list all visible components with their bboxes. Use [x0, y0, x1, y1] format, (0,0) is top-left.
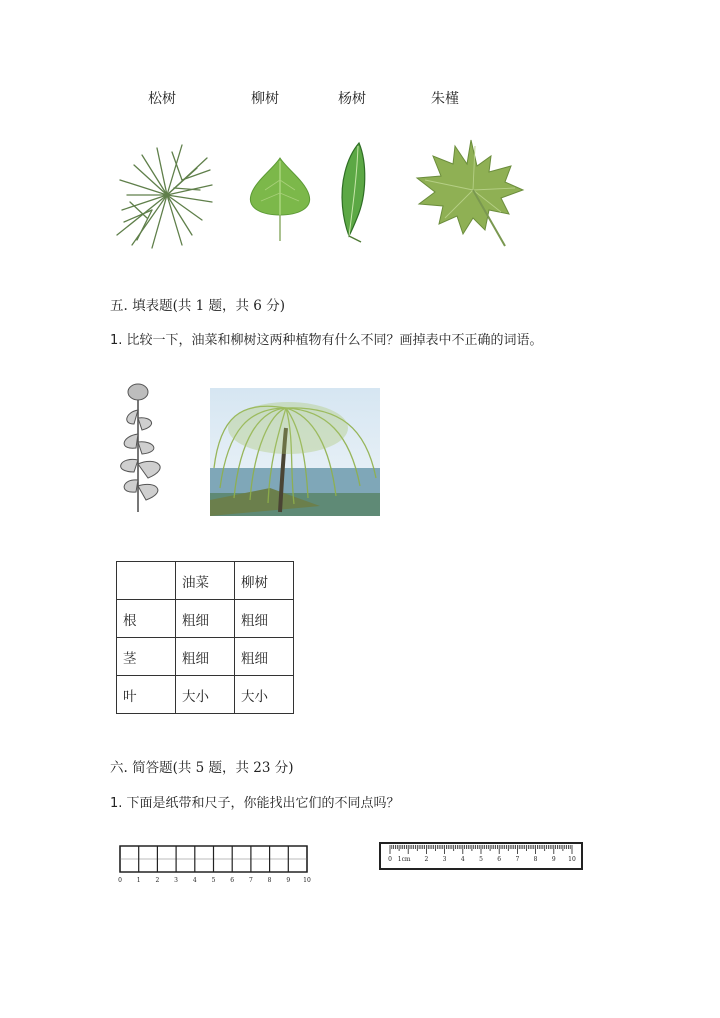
table-row-label: 茎	[117, 638, 176, 676]
ruler-tick-label: 1cm	[397, 856, 411, 863]
leaf-label-willow: 柳树	[251, 91, 279, 107]
ruler-tick-label: 5	[479, 856, 483, 863]
ruler-tick-label: 2	[424, 856, 429, 863]
willow-tree-photo	[210, 388, 380, 516]
paper-strip-tick-label: 5	[211, 877, 216, 884]
ruler-tick-label: 0	[388, 856, 392, 863]
table-header-cell	[117, 562, 176, 600]
paper-strip-tick-label: 1	[136, 877, 141, 884]
paper-strip-tick-label: 3	[174, 877, 179, 884]
table-row	[117, 600, 294, 638]
table-cell[interactable]: 粗细	[176, 638, 235, 676]
ruler-tick-label: 7	[515, 856, 520, 863]
ruler-tick-label: 4	[460, 856, 465, 863]
section-5-title: 五. 填表题(共 1 题，共 6 分)	[110, 298, 285, 314]
table-cell[interactable]: 大小	[235, 676, 294, 714]
table-header-cell: 柳树	[235, 562, 294, 600]
table-header-cell: 油菜	[176, 562, 235, 600]
paper-strip-tick-label: 9	[286, 877, 291, 884]
table-cell[interactable]: 粗细	[176, 600, 235, 638]
round-leaf-image	[245, 155, 315, 245]
section-5-question: 1. 比较一下，油菜和柳树这两种植物有什么不同？画掉表中不正确的词语。	[110, 333, 543, 348]
ruler-tick-label: 8	[533, 856, 538, 863]
leaf-label-poplar: 杨树	[338, 91, 366, 107]
section-6-question: 1. 下面是纸带和尺子，你能找出它们的不同点吗？	[110, 796, 400, 811]
table-row	[117, 638, 294, 676]
table-row-label: 根	[117, 600, 176, 638]
narrow-leaf-image	[333, 140, 373, 245]
pine-leaf-image	[112, 140, 217, 250]
table-cell[interactable]: 大小	[176, 676, 235, 714]
ruler-tick-label: 3	[442, 856, 447, 863]
paper-strip-tick-label: 7	[248, 877, 253, 884]
rapeseed-plant-image	[108, 380, 174, 520]
paper-strip-tick-label: 8	[267, 877, 272, 884]
table-row	[117, 676, 294, 714]
paper-strip-tick-label: 2	[155, 877, 160, 884]
maple-leaf-image	[415, 138, 527, 250]
section-6-title: 六. 简答题(共 5 题，共 23 分)	[110, 760, 294, 776]
ruler-tick-label: 6	[497, 856, 502, 863]
table-row-label: 叶	[117, 676, 176, 714]
paper-strip-tick-label: 0	[118, 877, 122, 884]
paper-strip-image	[114, 842, 314, 886]
table-header-row	[117, 562, 294, 600]
ruler-tick-label: 9	[551, 856, 556, 863]
comparison-table	[116, 561, 294, 714]
leaf-label-hibiscus: 朱槿	[431, 91, 459, 107]
ruler-image	[376, 840, 588, 874]
table-cell[interactable]: 粗细	[235, 600, 294, 638]
ruler-tick-label: 10	[568, 856, 576, 863]
paper-strip-tick-label: 4	[192, 877, 197, 884]
paper-strip-tick-label: 10	[303, 877, 311, 884]
leaf-label-pine: 松树	[148, 91, 176, 107]
table-cell[interactable]: 粗细	[235, 638, 294, 676]
paper-strip-tick-label: 6	[230, 877, 235, 884]
